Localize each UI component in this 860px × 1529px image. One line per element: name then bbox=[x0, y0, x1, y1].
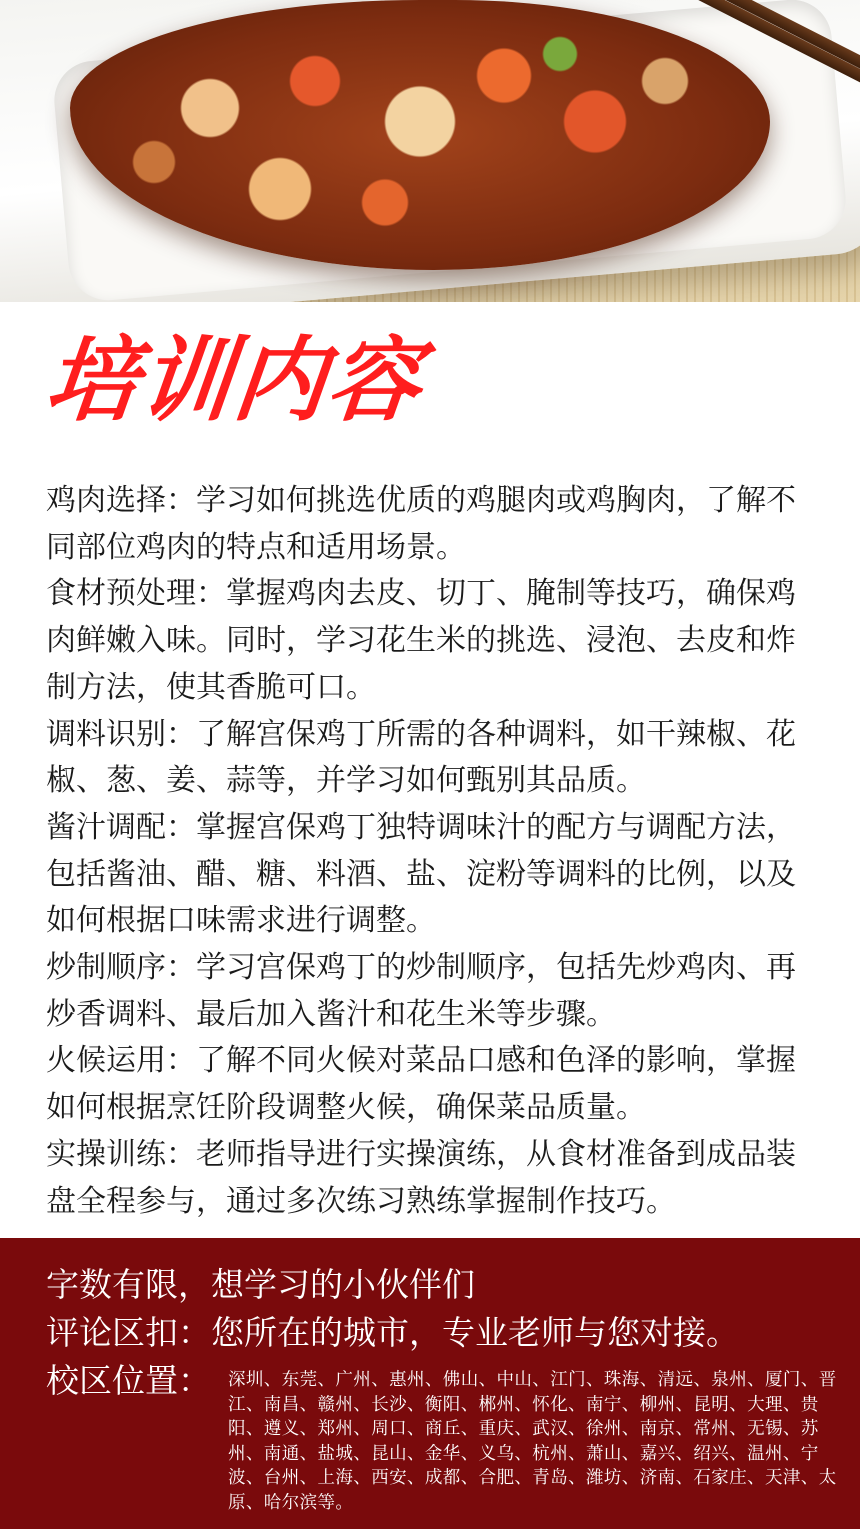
footer-line-2: 评论区扣：您所在的城市，专业老师与您对接。 bbox=[46, 1313, 739, 1352]
kung-pao-chicken-photo bbox=[0, 0, 860, 302]
training-content bbox=[46, 478, 821, 1225]
paragraph-prep: 食材预处理：掌握鸡肉去皮、切丁、腌制等技巧，确保鸡肉鲜嫩入味。同时，学习花生米的挑选、浸泡、去皮和炸制方法，使其香脆可口。 bbox=[46, 576, 796, 705]
footer-line-1: 字数有限，想学习的小伙伴们 bbox=[46, 1265, 475, 1304]
paragraph-practice: 实操训练：老师指导进行实操演练，从食材准备到成品装盘全程参与，通过多次练习熟练掌握制作技巧。 bbox=[46, 1136, 796, 1219]
paragraph-sauce: 酱汁调配：掌握宫保鸡丁独特调味汁的配方与调配方法，包括酱油、醋、糖、料酒、盐、淀粉等调料的比例，以及如何根据口味需求进行调整。 bbox=[46, 809, 796, 939]
paragraph-chicken-selection: 鸡肉选择：学习如何挑选优质的鸡腿肉或鸡胸肉，了解不同部位鸡肉的特点和适用场景。 bbox=[46, 483, 796, 565]
paragraph-seasoning: 调料识别：了解宫保鸡丁所需的各种调料，如干辣椒、花椒、葱、姜、蒜等，并学习如何甄别其品质。 bbox=[46, 716, 796, 799]
section-heading: 培训内容 bbox=[40, 327, 428, 434]
paragraph-heat-control: 火候运用：了解不同火候对菜品口感和色泽的影响，掌握如何根据烹饪阶段调整火候，确保菜品质量。 bbox=[46, 1043, 796, 1126]
footer-banner bbox=[0, 1238, 860, 1529]
campus-location-label: 校区位置： bbox=[46, 1361, 211, 1400]
paragraph-stir-fry-order: 炒制顺序：学习宫保鸡丁的炒制顺序，包括先炒鸡肉、再炒香调料、最后加入酱汁和花生米等步骤。 bbox=[46, 950, 796, 1032]
campus-city-list: 深圳、东莞、广州、惠州、佛山、中山、江门、珠海、清远、泉州、厦门、晋江、南昌、赣州、长沙、衡阳、郴州、怀化、南宁、柳州、昆明、大理、贵阳、遵义、郑州、周口、商丘、重庆、武汉、徐州、南京、常州、无锡、苏州、南通、盐城、昆山、金华、义乌、杭州、萧山、嘉兴、绍兴、温州、宁波、台州、上海、西安、成都、合肥、青岛、潍坊、济南、石家庄、天津、太原、哈尔滨等。 bbox=[228, 1370, 837, 1513]
